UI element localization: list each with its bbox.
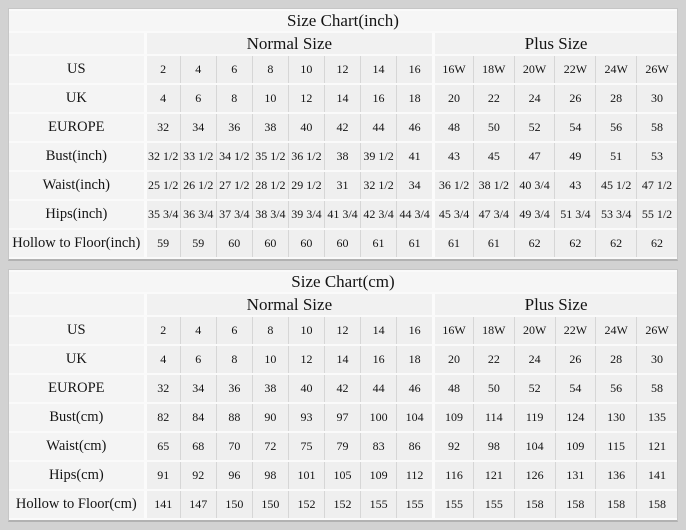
size-value-cell: 65	[144, 433, 180, 460]
size-value-cell: 6	[216, 56, 252, 83]
table-row	[9, 201, 677, 228]
size-value-cell: 147	[180, 491, 216, 518]
size-value-cell: 32 1/2	[144, 143, 180, 170]
row-label: Waist(inch)	[9, 172, 144, 199]
size-value-cell: 12	[324, 317, 360, 344]
size-value-cell: 36 1/2	[288, 143, 324, 170]
size-value-cell: 61	[360, 230, 396, 257]
size-value-cell: 43	[432, 143, 473, 170]
table-row	[9, 346, 677, 373]
size-value-cell: 36 1/2	[432, 172, 473, 199]
size-value-cell: 8	[216, 346, 252, 373]
size-value-cell: 6	[180, 346, 216, 373]
size-value-cell: 60	[288, 230, 324, 257]
size-value-cell: 42 3/4	[360, 201, 396, 228]
size-value-cell: 60	[324, 230, 360, 257]
size-value-cell: 36	[216, 114, 252, 141]
size-value-cell: 155	[396, 491, 432, 518]
size-value-cell: 61	[473, 230, 514, 257]
size-value-cell: 14	[324, 85, 360, 112]
size-value-cell: 12	[288, 346, 324, 373]
size-value-cell: 22	[473, 346, 514, 373]
size-value-cell: 20W	[514, 56, 555, 83]
size-value-cell: 22	[473, 85, 514, 112]
size-value-cell: 42	[324, 114, 360, 141]
size-value-cell: 75	[288, 433, 324, 460]
size-value-cell: 32 1/2	[360, 172, 396, 199]
size-value-cell: 131	[555, 462, 596, 489]
group-header-plus: Plus Size	[432, 294, 677, 315]
size-value-cell: 109	[432, 404, 473, 431]
size-value-cell: 16W	[432, 56, 473, 83]
corner-cell	[9, 294, 144, 315]
size-value-cell: 33 1/2	[180, 143, 216, 170]
size-value-cell: 47 3/4	[473, 201, 514, 228]
size-value-cell: 18	[396, 346, 432, 373]
size-value-cell: 48	[432, 375, 473, 402]
size-value-cell: 93	[288, 404, 324, 431]
size-value-cell: 49	[554, 143, 595, 170]
size-chart-cm-table	[8, 269, 678, 522]
size-value-cell: 92	[432, 433, 473, 460]
size-value-cell: 10	[252, 85, 288, 112]
size-value-cell: 62	[554, 230, 595, 257]
size-value-cell: 38 3/4	[252, 201, 288, 228]
size-value-cell: 155	[432, 491, 473, 518]
row-label: Waist(cm)	[9, 433, 144, 460]
size-value-cell: 141	[144, 491, 180, 518]
size-value-cell: 45 1/2	[595, 172, 636, 199]
size-value-cell: 130	[595, 404, 636, 431]
size-value-cell: 84	[180, 404, 216, 431]
size-value-cell: 124	[555, 404, 596, 431]
size-value-cell: 141	[636, 462, 677, 489]
size-value-cell: 158	[514, 491, 555, 518]
size-value-cell: 4	[144, 346, 180, 373]
size-value-cell: 54	[555, 375, 596, 402]
size-value-cell: 44	[360, 375, 396, 402]
size-value-cell: 18W	[473, 317, 514, 344]
size-value-cell: 56	[595, 375, 636, 402]
size-value-cell: 62	[514, 230, 555, 257]
table-row	[9, 317, 677, 344]
size-value-cell: 59	[144, 230, 180, 257]
table-row	[9, 462, 677, 489]
size-value-cell: 121	[636, 433, 677, 460]
size-value-cell: 86	[396, 433, 432, 460]
size-value-cell: 155	[473, 491, 514, 518]
group-header-row	[9, 294, 677, 315]
size-value-cell: 8	[216, 85, 252, 112]
size-value-cell: 24	[514, 85, 555, 112]
size-value-cell: 30	[636, 346, 677, 373]
size-value-cell: 72	[252, 433, 288, 460]
size-value-cell: 10	[288, 317, 324, 344]
size-value-cell: 46	[396, 114, 432, 141]
corner-cell	[9, 33, 144, 54]
row-label: EUROPE	[9, 114, 144, 141]
size-value-cell: 26	[554, 85, 595, 112]
size-value-cell: 22W	[554, 56, 595, 83]
table-row	[9, 433, 677, 460]
size-value-cell: 58	[636, 375, 677, 402]
size-value-cell: 38	[252, 375, 288, 402]
size-value-cell: 45 3/4	[432, 201, 473, 228]
size-value-cell: 6	[216, 317, 252, 344]
row-label: EUROPE	[9, 375, 144, 402]
size-value-cell: 26W	[636, 56, 677, 83]
size-value-cell: 88	[216, 404, 252, 431]
size-value-cell: 47	[514, 143, 555, 170]
row-label: Hollow to Floor(cm)	[9, 491, 144, 518]
size-value-cell: 40 3/4	[514, 172, 555, 199]
row-label: Bust(cm)	[9, 404, 144, 431]
size-value-cell: 90	[252, 404, 288, 431]
size-value-cell: 98	[473, 433, 514, 460]
size-value-cell: 51 3/4	[554, 201, 595, 228]
size-value-cell: 135	[636, 404, 677, 431]
size-value-cell: 62	[636, 230, 677, 257]
size-value-cell: 18	[396, 85, 432, 112]
size-value-cell: 121	[473, 462, 514, 489]
size-value-cell: 14	[360, 56, 396, 83]
size-value-cell: 136	[595, 462, 636, 489]
size-value-cell: 150	[252, 491, 288, 518]
size-value-cell: 28 1/2	[252, 172, 288, 199]
size-value-cell: 34	[180, 375, 216, 402]
size-value-cell: 109	[555, 433, 596, 460]
size-value-cell: 52	[514, 114, 555, 141]
size-value-cell: 155	[360, 491, 396, 518]
size-value-cell: 105	[324, 462, 360, 489]
size-value-cell: 26	[555, 346, 596, 373]
table-row	[9, 143, 677, 170]
table-row	[9, 172, 677, 199]
group-header-plus: Plus Size	[432, 33, 677, 54]
size-value-cell: 4	[144, 85, 180, 112]
size-value-cell: 43	[554, 172, 595, 199]
size-value-cell: 25 1/2	[144, 172, 180, 199]
size-value-cell: 101	[288, 462, 324, 489]
size-value-cell: 60	[252, 230, 288, 257]
size-value-cell: 24W	[595, 56, 636, 83]
row-label: Hips(inch)	[9, 201, 144, 228]
chart-title: Size Chart(inch)	[9, 11, 677, 31]
size-value-cell: 16	[396, 56, 432, 83]
size-chart-inch-table	[8, 8, 678, 261]
size-value-cell: 119	[514, 404, 555, 431]
size-value-cell: 100	[360, 404, 396, 431]
size-value-cell: 38	[324, 143, 360, 170]
table-row	[9, 491, 677, 518]
size-value-cell: 4	[180, 317, 216, 344]
size-value-cell: 38 1/2	[473, 172, 514, 199]
size-value-cell: 29 1/2	[288, 172, 324, 199]
row-label: Bust(inch)	[9, 143, 144, 170]
size-value-cell: 34	[396, 172, 432, 199]
size-value-cell: 150	[216, 491, 252, 518]
row-label: UK	[9, 85, 144, 112]
size-value-cell: 20	[432, 346, 473, 373]
size-value-cell: 34	[180, 114, 216, 141]
size-value-cell: 36	[216, 375, 252, 402]
size-value-cell: 116	[432, 462, 473, 489]
title-row	[9, 11, 677, 31]
size-value-cell: 48	[432, 114, 473, 141]
size-value-cell: 44 3/4	[396, 201, 432, 228]
size-value-cell: 68	[180, 433, 216, 460]
size-value-cell: 53	[636, 143, 677, 170]
size-value-cell: 115	[595, 433, 636, 460]
table-row	[9, 375, 677, 402]
size-value-cell: 34 1/2	[216, 143, 252, 170]
size-value-cell: 32	[144, 114, 180, 141]
size-value-cell: 12	[288, 85, 324, 112]
size-value-cell: 97	[324, 404, 360, 431]
size-value-cell: 91	[144, 462, 180, 489]
table-row	[9, 85, 677, 112]
table-row	[9, 56, 677, 83]
size-value-cell: 39 3/4	[288, 201, 324, 228]
size-value-cell: 37 3/4	[216, 201, 252, 228]
size-value-cell: 46	[396, 375, 432, 402]
size-value-cell: 112	[396, 462, 432, 489]
table-row	[9, 230, 677, 257]
size-value-cell: 27 1/2	[216, 172, 252, 199]
size-value-cell: 152	[288, 491, 324, 518]
size-value-cell: 96	[216, 462, 252, 489]
size-value-cell: 152	[324, 491, 360, 518]
size-value-cell: 35 3/4	[144, 201, 180, 228]
size-value-cell: 158	[595, 491, 636, 518]
size-value-cell: 39 1/2	[360, 143, 396, 170]
size-value-cell: 10	[288, 56, 324, 83]
size-value-cell: 53 3/4	[595, 201, 636, 228]
size-value-cell: 82	[144, 404, 180, 431]
size-value-cell: 83	[360, 433, 396, 460]
size-value-cell: 51	[595, 143, 636, 170]
size-value-cell: 16	[396, 317, 432, 344]
size-value-cell: 109	[360, 462, 396, 489]
chart-title: Size Chart(cm)	[9, 272, 677, 292]
size-value-cell: 6	[180, 85, 216, 112]
size-value-cell: 104	[396, 404, 432, 431]
size-value-cell: 52	[514, 375, 555, 402]
size-value-cell: 61	[432, 230, 473, 257]
size-value-cell: 40	[288, 114, 324, 141]
size-value-cell: 20W	[514, 317, 555, 344]
size-value-cell: 158	[555, 491, 596, 518]
size-value-cell: 16W	[432, 317, 473, 344]
size-value-cell: 2	[144, 56, 180, 83]
size-value-cell: 50	[473, 375, 514, 402]
size-value-cell: 24W	[595, 317, 636, 344]
size-value-cell: 41	[396, 143, 432, 170]
table-row	[9, 404, 677, 431]
row-label: Hollow to Floor(inch)	[9, 230, 144, 257]
size-value-cell: 26W	[636, 317, 677, 344]
size-value-cell: 8	[252, 56, 288, 83]
row-label: UK	[9, 346, 144, 373]
size-value-cell: 158	[636, 491, 677, 518]
size-value-cell: 36 3/4	[180, 201, 216, 228]
size-value-cell: 8	[252, 317, 288, 344]
size-value-cell: 56	[595, 114, 636, 141]
size-value-cell: 40	[288, 375, 324, 402]
group-header-normal: Normal Size	[144, 294, 433, 315]
row-label: Hips(cm)	[9, 462, 144, 489]
size-value-cell: 59	[180, 230, 216, 257]
size-value-cell: 104	[514, 433, 555, 460]
size-value-cell: 4	[180, 56, 216, 83]
size-value-cell: 18W	[473, 56, 514, 83]
group-header-normal: Normal Size	[144, 33, 433, 54]
size-value-cell: 45	[473, 143, 514, 170]
size-value-cell: 38	[252, 114, 288, 141]
row-label: US	[9, 317, 144, 344]
size-value-cell: 70	[216, 433, 252, 460]
size-value-cell: 61	[396, 230, 432, 257]
size-value-cell: 10	[252, 346, 288, 373]
size-value-cell: 30	[636, 85, 677, 112]
size-value-cell: 20	[432, 85, 473, 112]
size-value-cell: 22W	[555, 317, 596, 344]
size-value-cell: 60	[216, 230, 252, 257]
size-value-cell: 92	[180, 462, 216, 489]
title-row	[9, 272, 677, 292]
size-value-cell: 2	[144, 317, 180, 344]
size-value-cell: 41 3/4	[324, 201, 360, 228]
size-value-cell: 49 3/4	[514, 201, 555, 228]
size-value-cell: 24	[514, 346, 555, 373]
size-value-cell: 28	[595, 346, 636, 373]
size-value-cell: 14	[324, 346, 360, 373]
row-label: US	[9, 56, 144, 83]
size-value-cell: 12	[324, 56, 360, 83]
size-value-cell: 31	[324, 172, 360, 199]
size-value-cell: 14	[360, 317, 396, 344]
size-value-cell: 28	[595, 85, 636, 112]
table-row	[9, 114, 677, 141]
size-value-cell: 58	[636, 114, 677, 141]
size-value-cell: 44	[360, 114, 396, 141]
group-header-row	[9, 33, 677, 54]
size-value-cell: 42	[324, 375, 360, 402]
size-value-cell: 32	[144, 375, 180, 402]
size-value-cell: 16	[360, 85, 396, 112]
size-value-cell: 114	[473, 404, 514, 431]
size-value-cell: 26 1/2	[180, 172, 216, 199]
size-value-cell: 62	[595, 230, 636, 257]
size-value-cell: 98	[252, 462, 288, 489]
size-value-cell: 55 1/2	[636, 201, 677, 228]
size-value-cell: 16	[360, 346, 396, 373]
size-value-cell: 47 1/2	[636, 172, 677, 199]
size-value-cell: 79	[324, 433, 360, 460]
size-value-cell: 126	[514, 462, 555, 489]
size-value-cell: 54	[554, 114, 595, 141]
size-value-cell: 50	[473, 114, 514, 141]
size-value-cell: 35 1/2	[252, 143, 288, 170]
